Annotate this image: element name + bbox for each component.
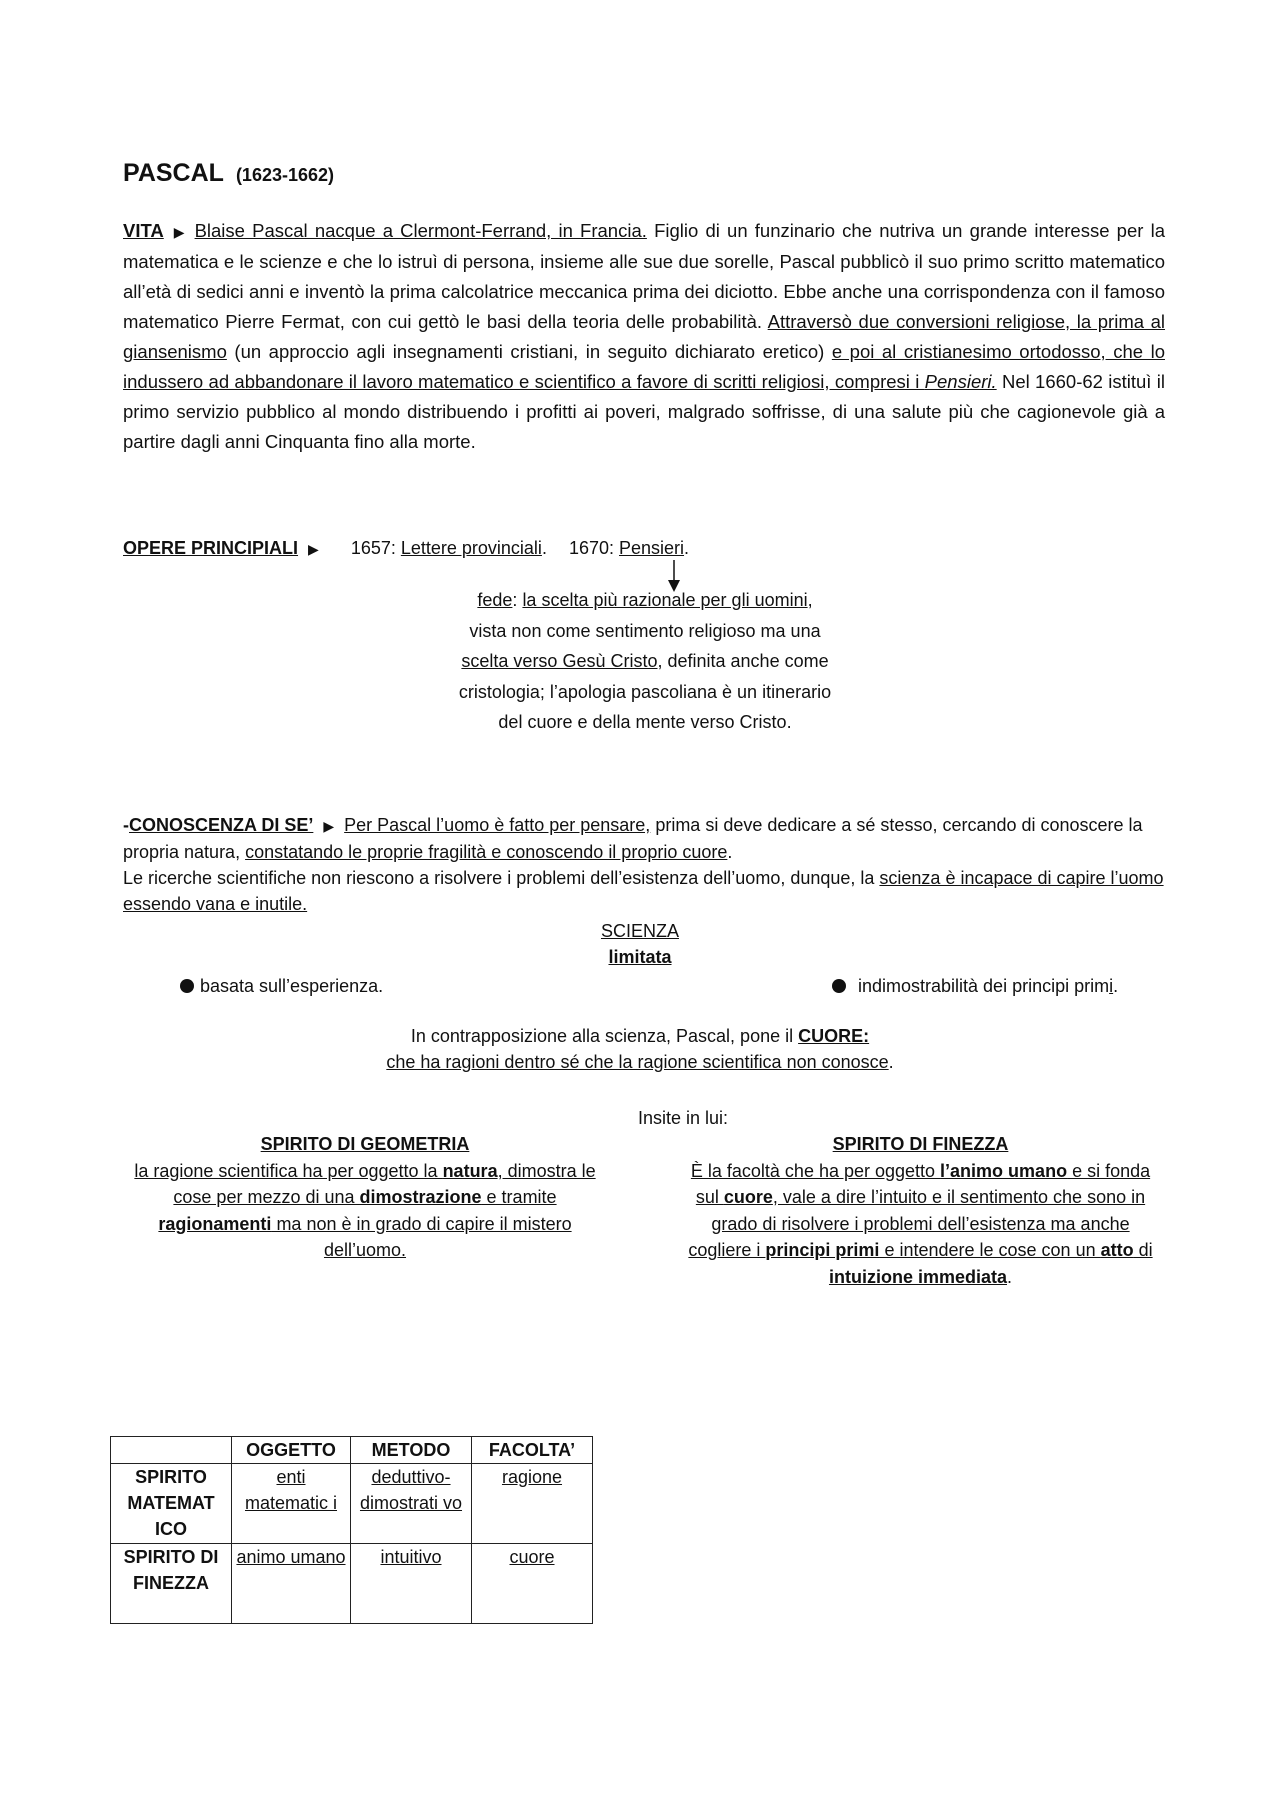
conoscenza-t2: . [727,842,733,862]
right-arrow-icon: ▶ [173,224,185,240]
vita-birth: Blaise Pascal nacque a Clermont-Ferrand, in Francia. [194,220,647,241]
table-row [111,1544,593,1624]
table-header-row [111,1437,593,1464]
geometria-g: ma non è in grado di capire il mistero dell’uomo. [271,1213,572,1260]
conoscenza-t1: prima si deve dedicare a sé stesso, cercando di conoscere la propria natura, [123,815,1143,862]
finezza-c: e si fonda sul [695,1160,1151,1207]
conoscenza-dash: - [123,815,129,835]
title-name: PASCAL [123,159,224,187]
finezza-text [688,1161,1152,1287]
scienza-bullet-right [832,971,1118,1001]
scienza-heading: SCIENZA [600,921,679,941]
geometria-d: dimostrazione [359,1187,482,1207]
finezza-b: l’animo umano [940,1160,1068,1181]
opere-dot-1: . [541,538,547,558]
bullet-right-text: indimostrabilità dei principi prim [858,976,1110,996]
bullet-left-text: basata sull’esperienza. [200,976,384,996]
finezza-a: È la facoltà che ha per oggetto [690,1160,941,1181]
conoscenza-label: CONOSCENZA DI SE’ [129,815,314,835]
finezza-f: principi primi [765,1240,880,1260]
geometria-a: la ragione scientifica ha per oggetto la [134,1160,443,1181]
fede-colon: : [512,590,523,610]
table-header-cell [111,1437,232,1464]
opere-dot-2: . [684,538,690,558]
finezza-g: e intendere le cose con un [879,1240,1101,1260]
vita-paragraph [123,216,1165,457]
vita-text-1: Figlio di un funzinario che nutriva un grande interesse per la matematica e le scienze e che lo istruì di persona, insieme alle sue due sorelle, Pascal pubblicò il suo primo scritto matematico all’età di sedici anni e inventò la prima calcolatrice meccanica prima dei diciotto. Ebbe anche una corrispondenza con il famoso matematico Pierre Fermat, con cui gettò le basi della teoria delle probabilità. [123,220,1165,332]
geometria-text [134,1161,595,1261]
table-cell: intuitivo [351,1544,472,1624]
opere-label: OPERE PRINCIPIALI [123,538,299,558]
vita-pensieri: Pensieri. [924,371,997,392]
geometria-f: ragionamenti [158,1213,272,1234]
fede-line-5: del cuore e della mente verso Cristo. [498,712,792,732]
summary-table [110,1436,593,1624]
scienza-heading-block [0,918,1280,970]
finezza-i: di [1133,1240,1153,1260]
page-title [123,156,334,192]
fede-line-4: cristologia; l’apologia pascoliana è un itinerario [458,681,832,702]
geometria-e: e tramite [481,1187,557,1207]
cuore-word: CUORE: [798,1026,870,1046]
conoscenza-u2: constatando le proprie fragilità e conoscendo il proprio cuore [245,842,728,862]
table-header-cell: OGGETTO [232,1437,351,1464]
opere-work-1: Lettere provinciali [400,538,542,558]
table-cell: animo umano [232,1544,351,1624]
finezza-d: cuore [723,1187,773,1207]
table-row-head: SPIRITO DI FINEZZA [111,1544,232,1624]
cuore-line-2-end: . [888,1052,894,1072]
table-cell: ragione [472,1464,593,1544]
table-header-cell: METODO [351,1437,472,1464]
right-arrow-icon: ▶ [308,541,319,557]
conoscenza-t3: Le ricerche scientifiche non riescono a risolvere i problemi dell’esistenza dell’uomo, dunque, la [123,868,880,888]
fede-line-3: , definita anche come [657,651,829,671]
finezza-j: intuizione immediata [828,1266,1007,1287]
fede-def: la scelta più razionale per gli uomini [522,590,808,610]
finezza-e: , vale a dire l’intuito e il sentimento che sono in grado di risolvere i problemi dell’esistenza ma anche cogliere i [688,1187,1146,1260]
fede-line-2: vista non come sentimento religioso ma una [469,620,821,641]
fede-word: fede [477,590,513,610]
vita-orthodox: e poi al cristianesimo ortodosso, che lo indussero ad abbandonare il lavoro matematico e scientifico a favore di scritti religiosi, compresi i [123,341,1165,392]
table-cell: enti matematic i [232,1464,351,1544]
finezza-k: . [1007,1266,1013,1287]
cuore-block [0,1023,1280,1075]
conoscenza-paragraph [123,812,1173,917]
title-years: (1623-1662) [235,165,335,185]
scienza-sub: limitata [608,947,672,967]
finezza-h: atto [1100,1240,1134,1260]
opere-principali [123,533,1023,564]
table-cell: cuore [472,1544,593,1624]
table-row-head: SPIRITO MATEMAT ICO [111,1464,232,1544]
table-header-cell: FACOLTA’ [472,1437,593,1464]
table-cell: deduttivo-dimostrati vo [351,1464,472,1544]
opere-year-2: 1670: [568,538,619,558]
vita-text-2: (un approccio agli insegnamenti cristiani, in seguito dichiarato eretico) [226,341,832,362]
bullet-right-tail: i [1109,976,1114,996]
table-row [111,1464,593,1544]
spirito-geometria [125,1131,605,1264]
conoscenza-u3: scienza è incapace di capire l’uomo essendo vana e inutile. [123,868,1164,914]
fede-choice: scelta verso Gesù Cristo [461,651,658,671]
spirito-finezza [678,1131,1163,1290]
bullet-icon [180,979,194,993]
scienza-bullet-left [180,971,383,1001]
conoscenza-u1: Per Pascal l’uomo è fatto per pensare, [344,815,651,835]
geometria-heading: SPIRITO DI GEOMETRIA [260,1134,470,1154]
insite-text: Insite in lui: [637,1108,729,1128]
geometria-b: natura [442,1160,498,1181]
finezza-heading: SPIRITO DI FINEZZA [832,1134,1009,1154]
opere-work-2: Pensieri [619,538,685,558]
insite-line [43,1105,1280,1131]
bullet-icon [832,979,846,993]
cuore-line-2: che ha ragioni dentro sé che la ragione scientifica non conosce [386,1052,889,1072]
opere-year-1: 1657: [350,538,401,558]
geometria-c: , dimostra le cose per mezzo di una [173,1160,596,1207]
cuore-line-1: In contrapposizione alla scienza, Pascal, pone il [410,1026,799,1046]
fede-definition [400,585,890,738]
right-arrow-icon: ▶ [323,818,335,834]
vita-text-3: Nel 1660-62 istituì il primo servizio pubblico al mondo distribuendo i profitti ai poveri, malgrado soffrisse, di una salute più che cagionevole già a partire dagli anni Cinquanta fino alla morte. [123,371,1165,452]
vita-conversion: Attraversò due conversioni religiose, la prima al giansenismo [123,311,1166,362]
bullet-right-end: . [1113,976,1119,996]
vita-label: VITA [123,220,164,241]
fede-comma: , [807,590,813,610]
